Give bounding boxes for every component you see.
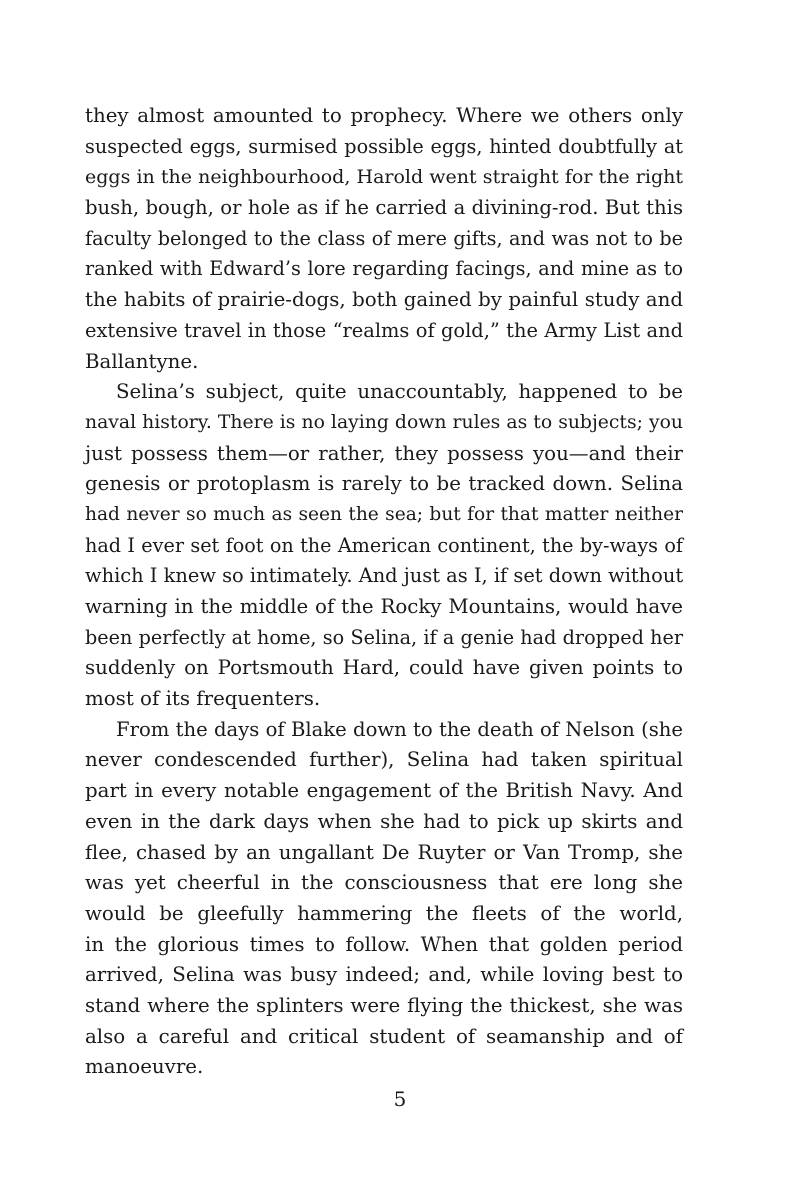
text-line: naval history. There is no laying down rules as to subjects; you bbox=[85, 411, 683, 433]
text-line: been perfectly at home, so Selina, if a genie had dropped her bbox=[85, 625, 683, 649]
body-text bbox=[85, 101, 683, 1083]
text-line: would be gleefully hammering the fleets of the world, bbox=[85, 901, 683, 925]
text-line: most of its frequenters. bbox=[85, 687, 321, 711]
text-line: warning in the middle of the Rocky Mountains, would have bbox=[85, 595, 683, 618]
text-line: they almost amounted to prophecy. Where we others only bbox=[85, 104, 683, 127]
text-line: suddenly on Portsmouth Hard, could have given points to bbox=[85, 656, 683, 680]
text-line: suspected eggs, surmised possible eggs, hinted doubtfully at bbox=[85, 134, 683, 158]
text-line: Ballantyne. bbox=[85, 349, 199, 373]
text-line: flee, chased by an ungallant De Ruyter or Van Tromp, she bbox=[85, 840, 683, 864]
text-line: just possess them—or rather, they possess you—and their bbox=[85, 441, 683, 465]
text-line: eggs in the neighbourhood, Harold went straight for the right bbox=[85, 166, 683, 189]
text-line: Selina’s subject, quite unaccountably, happened to be bbox=[116, 380, 683, 404]
text-line: bush, bough, or hole as if he carried a divining-rod. But this bbox=[85, 196, 683, 220]
text-line: arrived, Selina was busy indeed; and, while loving best to bbox=[85, 963, 683, 987]
text-line: ranked with Edward’s lore regarding facings, and mine as to bbox=[85, 257, 683, 281]
text-line: stand where the splinters were flying the thickest, she was bbox=[85, 993, 683, 1017]
text-line: had never so much as seen the sea; but for that matter neither bbox=[85, 503, 683, 525]
text-line: never condescended further), Selina had taken spiritual bbox=[85, 748, 683, 772]
text-line: even in the dark days when she had to pick up skirts and bbox=[85, 809, 683, 833]
text-line: had I ever set foot on the American continent, the by-ways of bbox=[85, 533, 683, 557]
text-line: part in every notable engagement of the British Navy. And bbox=[85, 779, 683, 803]
page-number: 5 bbox=[393, 1087, 407, 1111]
text-line: also a careful and critical student of seamanship and of bbox=[85, 1024, 683, 1048]
text-line: From the days of Blake down to the death of Nelson (she bbox=[116, 717, 683, 741]
text-line: manoeuvre. bbox=[85, 1055, 204, 1079]
text-line: which I knew so intimately. And just as I, if set down without bbox=[85, 564, 684, 588]
text-line: was yet cheerful in the consciousness that ere long she bbox=[85, 871, 683, 895]
text-line: faculty belonged to the class of mere gifts, and was not to be bbox=[85, 226, 683, 250]
text-line: extensive travel in those “realms of gold,” the Army List and bbox=[85, 318, 683, 342]
text-line: in the glorious times to follow. When that golden period bbox=[85, 932, 683, 956]
text-line: the habits of prairie-dogs, both gained by painful study and bbox=[85, 288, 683, 312]
text-line: genesis or protoplasm is rarely to be tracked down. Selina bbox=[85, 472, 683, 496]
